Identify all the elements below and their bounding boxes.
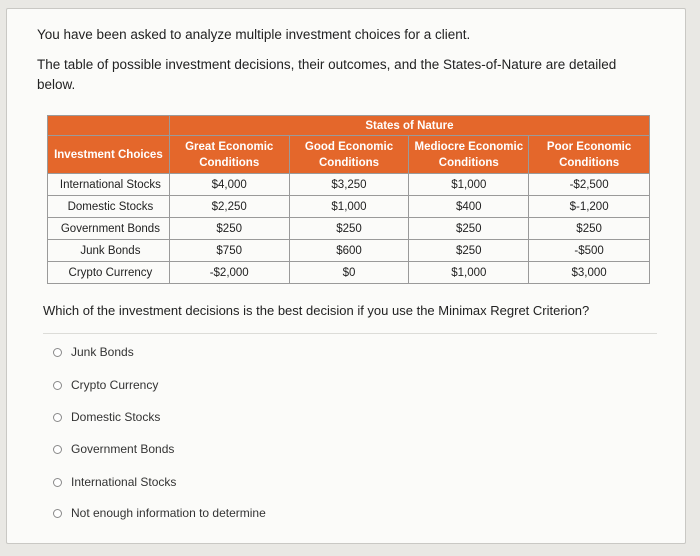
option-junk-bonds[interactable]	[53, 345, 134, 359]
intro-line-1: You have been asked to analyze multiple investment choices for a client.	[37, 27, 471, 42]
radio-icon[interactable]	[53, 509, 62, 518]
option-not-enough-information[interactable]	[53, 506, 266, 520]
row-label: Junk Bonds	[48, 240, 170, 262]
column-header-mediocre: Mediocre Economic Conditions	[409, 136, 529, 174]
table-cell: $250	[409, 218, 529, 240]
option-label: Government Bonds	[71, 442, 175, 456]
radio-icon[interactable]	[53, 445, 62, 454]
option-domestic-stocks[interactable]	[53, 410, 160, 424]
option-international-stocks[interactable]	[53, 475, 176, 489]
table-row	[48, 240, 650, 262]
table-cell: $250	[289, 218, 409, 240]
column-header-great: Great Economic Conditions	[169, 136, 289, 174]
table-cell: $1,000	[409, 174, 529, 196]
radio-icon[interactable]	[53, 413, 62, 422]
row-label: Crypto Currency	[48, 262, 170, 284]
table-cell: $250	[409, 240, 529, 262]
option-crypto-currency[interactable]	[53, 378, 158, 392]
question-text: Which of the investment decisions is the best decision if you use the Minimax Regret Criterion?	[43, 303, 590, 318]
table-cell: -$500	[529, 240, 650, 262]
column-header-poor: Poor Economic Conditions	[529, 136, 650, 174]
option-label: Crypto Currency	[71, 378, 159, 392]
table-cell: $750	[169, 240, 289, 262]
table-cell: -$2,500	[529, 174, 650, 196]
option-label: Domestic Stocks	[71, 410, 161, 424]
table-cell: $1,000	[289, 196, 409, 218]
blank-header-cell	[48, 116, 170, 136]
table-cell: $600	[289, 240, 409, 262]
investment-choices-header: Investment Choices	[48, 136, 170, 174]
row-label: Domestic Stocks	[48, 196, 170, 218]
row-label: Government Bonds	[48, 218, 170, 240]
table-cell: $1,000	[409, 262, 529, 284]
column-header-good: Good Economic Conditions	[289, 136, 409, 174]
radio-icon[interactable]	[53, 478, 62, 487]
decision-table	[47, 115, 650, 284]
table-cell: $-1,200	[529, 196, 650, 218]
table-cell: $3,000	[529, 262, 650, 284]
intro-line-2: The table of possible investment decisions, their outcomes, and the States-of-Nature are detailed below.	[37, 57, 617, 92]
option-government-bonds[interactable]	[53, 442, 174, 456]
table-cell: -$2,000	[169, 262, 289, 284]
table-cell: $400	[409, 196, 529, 218]
table-row	[48, 262, 650, 284]
divider	[43, 333, 657, 334]
table-row	[48, 196, 650, 218]
table-cell: $250	[529, 218, 650, 240]
table-cell: $3,250	[289, 174, 409, 196]
table-cell: $4,000	[169, 174, 289, 196]
table-row	[48, 218, 650, 240]
states-of-nature-header: States of Nature	[169, 116, 649, 136]
question-card	[6, 8, 686, 544]
table-cell: $0	[289, 262, 409, 284]
table-row	[48, 174, 650, 196]
option-label: International Stocks	[71, 475, 177, 489]
table-cell: $2,250	[169, 196, 289, 218]
row-label: International Stocks	[48, 174, 170, 196]
option-label: Junk Bonds	[71, 345, 134, 359]
option-label: Not enough information to determine	[71, 506, 266, 520]
table-cell: $250	[169, 218, 289, 240]
radio-icon[interactable]	[53, 348, 62, 357]
radio-icon[interactable]	[53, 381, 62, 390]
